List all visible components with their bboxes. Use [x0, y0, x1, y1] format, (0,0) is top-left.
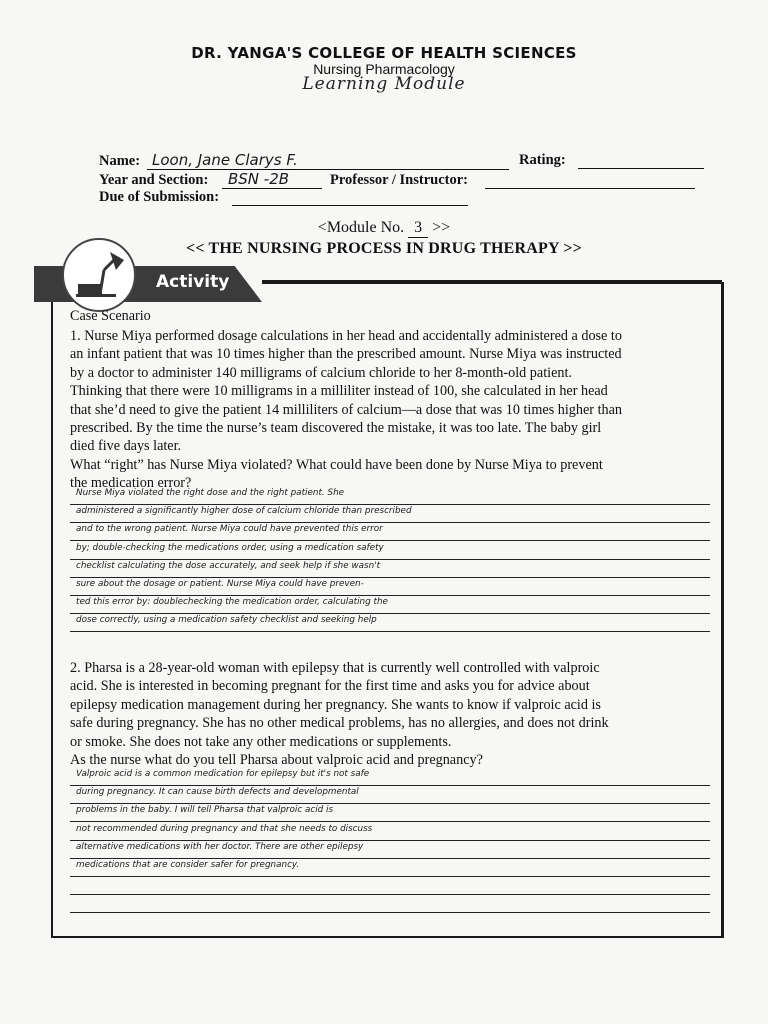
handwritten-answer-line: Valproic acid is a common medication for epilepsy but it's not safe — [76, 769, 370, 779]
answer-rule-line — [70, 595, 710, 596]
professor-underline — [485, 188, 695, 189]
question-1-line: an infant patient that was 10 times higher than the prescribed amount. Nurse Miya was instructed — [70, 346, 622, 363]
year-section-label: Year and Section: — [99, 172, 209, 188]
handwritten-answer-line: alternative medications with her doctor. There are other epilepsy — [76, 841, 364, 852]
answer-rule-line — [70, 522, 710, 523]
handwritten-answer-line: sure about the dosage or patient. Nurse Miya could have preven- — [76, 579, 364, 589]
handwritten-answer-line: ted this error by: doublechecking the medication order, calculating the — [76, 597, 388, 608]
answer-rule-line — [70, 821, 710, 822]
handwritten-answer-line: during pregnancy. It can cause birth defects and developmental — [76, 787, 359, 798]
professor-label: Professor / Instructor: — [330, 172, 468, 188]
due-label: Due of Submission: — [99, 189, 220, 205]
answer-rule-line — [70, 785, 710, 786]
question-2-line: or smoke. She does not take any other medications or supplements. — [70, 733, 452, 750]
due-underline — [232, 205, 468, 206]
college-name: DR. YANGA'S COLLEGE OF HEALTH SCIENCES — [191, 44, 577, 62]
handwritten-answer-line: medications that are consider safer for pregnancy. — [76, 860, 300, 870]
handwritten-answer-line: checklist calculating the dose accurately, and seek help if she wasn't — [76, 560, 381, 571]
module-prefix: <Module No. — [317, 219, 405, 236]
question-1-line: died five days later. — [70, 438, 182, 455]
answer-rule-line — [70, 876, 710, 877]
answer-rule-line — [70, 631, 710, 632]
question-1-line: 1. Nurse Miya performed dosage calculations in her head and accidentally administered a dose to — [70, 328, 622, 344]
handwritten-answer-line: dose correctly, using a medication safety checklist and seeking help — [76, 615, 377, 626]
question-1-line: What “right” has Nurse Miya violated? What could have been done by Nurse Miya to prevent — [70, 456, 603, 473]
year-section-underline — [222, 188, 322, 189]
handwritten-answer-line: and to the wrong patient. Nurse Miya could have prevented this error — [76, 524, 383, 535]
question-2-line: 2. Pharsa is a 28-year-old woman with epilepsy that is currently well controlled with valproic — [70, 660, 600, 676]
question-2-line: safe during pregnancy. She has no other medical problems, has no allergies, and does not drink — [70, 715, 609, 732]
case-scenario-heading: Case Scenario — [70, 308, 151, 324]
question-1-line: by a doctor to administer 140 milligrams of calcium chloride to her 8-month-old patient. — [70, 364, 572, 381]
activity-rule — [262, 280, 722, 284]
question-1-line: prescribed. By the time the nurse’s team discovered the mistake, it was too late. The baby girl — [70, 420, 602, 436]
answer-rule-line — [70, 803, 710, 804]
answer-rule-line — [70, 577, 710, 578]
activity-label: Activity — [156, 272, 230, 292]
rating-underline — [578, 168, 704, 169]
answer-rule-line — [70, 840, 710, 841]
module-title: << THE NURSING PROCESS IN DRUG THERAPY >> — [186, 240, 582, 257]
answer-rule-line — [70, 559, 710, 560]
answer-rule-line — [70, 912, 710, 913]
module-number: 3 — [408, 219, 428, 238]
answer-rule-line — [70, 613, 710, 614]
handwritten-answer-line: not recommended during pregnancy and that she needs to discuss — [76, 823, 373, 834]
name-underline — [147, 169, 509, 170]
answer-rule-line — [70, 858, 710, 859]
handwritten-answer-line: problems in the baby. I will tell Pharsa that valproic acid is — [76, 805, 334, 816]
answer-rule-line — [70, 504, 710, 505]
year-section-value: BSN -2B — [228, 170, 290, 188]
question-1-line: the medication error? — [70, 475, 192, 492]
question-2-line: acid. She is interested in becoming pregnant for the first time and asks you for advice about — [70, 678, 590, 695]
handwritten-answer-line: Nurse Miya violated the right dose and the right patient. She — [76, 488, 345, 498]
module-type-script: Learning Module — [302, 74, 466, 94]
answer-rule-line — [70, 894, 710, 895]
name-value: Loon, Jane Clarys F. — [152, 151, 298, 169]
question-2-line: epilepsy medication management during her pregnancy. She wants to know if valproic acid is — [70, 696, 601, 713]
question-1-line: Thinking that there were 10 milligrams in a milliliter instead of 100, she calculated in her head — [70, 383, 608, 400]
handwritten-answer-line: administered a significantly higher dose of calcium chloride than prescribed — [76, 506, 412, 517]
module-suffix: >> — [432, 219, 451, 236]
name-label: Name: — [99, 153, 141, 169]
answer-rule-line — [70, 540, 710, 541]
course-name: Nursing Pharmacology — [313, 61, 455, 77]
module-number-line — [0, 219, 768, 238]
handwritten-answer-line: by; double-checking the medications order, using a medication safety — [76, 542, 384, 553]
question-1-line: that she’d need to give the patient 14 milliliters of calcium—a dose that was 10 times higher than — [70, 401, 622, 418]
question-2-line: As the nurse what do you tell Pharsa about valproic acid and pregnancy? — [70, 752, 483, 768]
desk-lamp-icon — [70, 246, 126, 302]
rating-label: Rating: — [519, 152, 566, 168]
